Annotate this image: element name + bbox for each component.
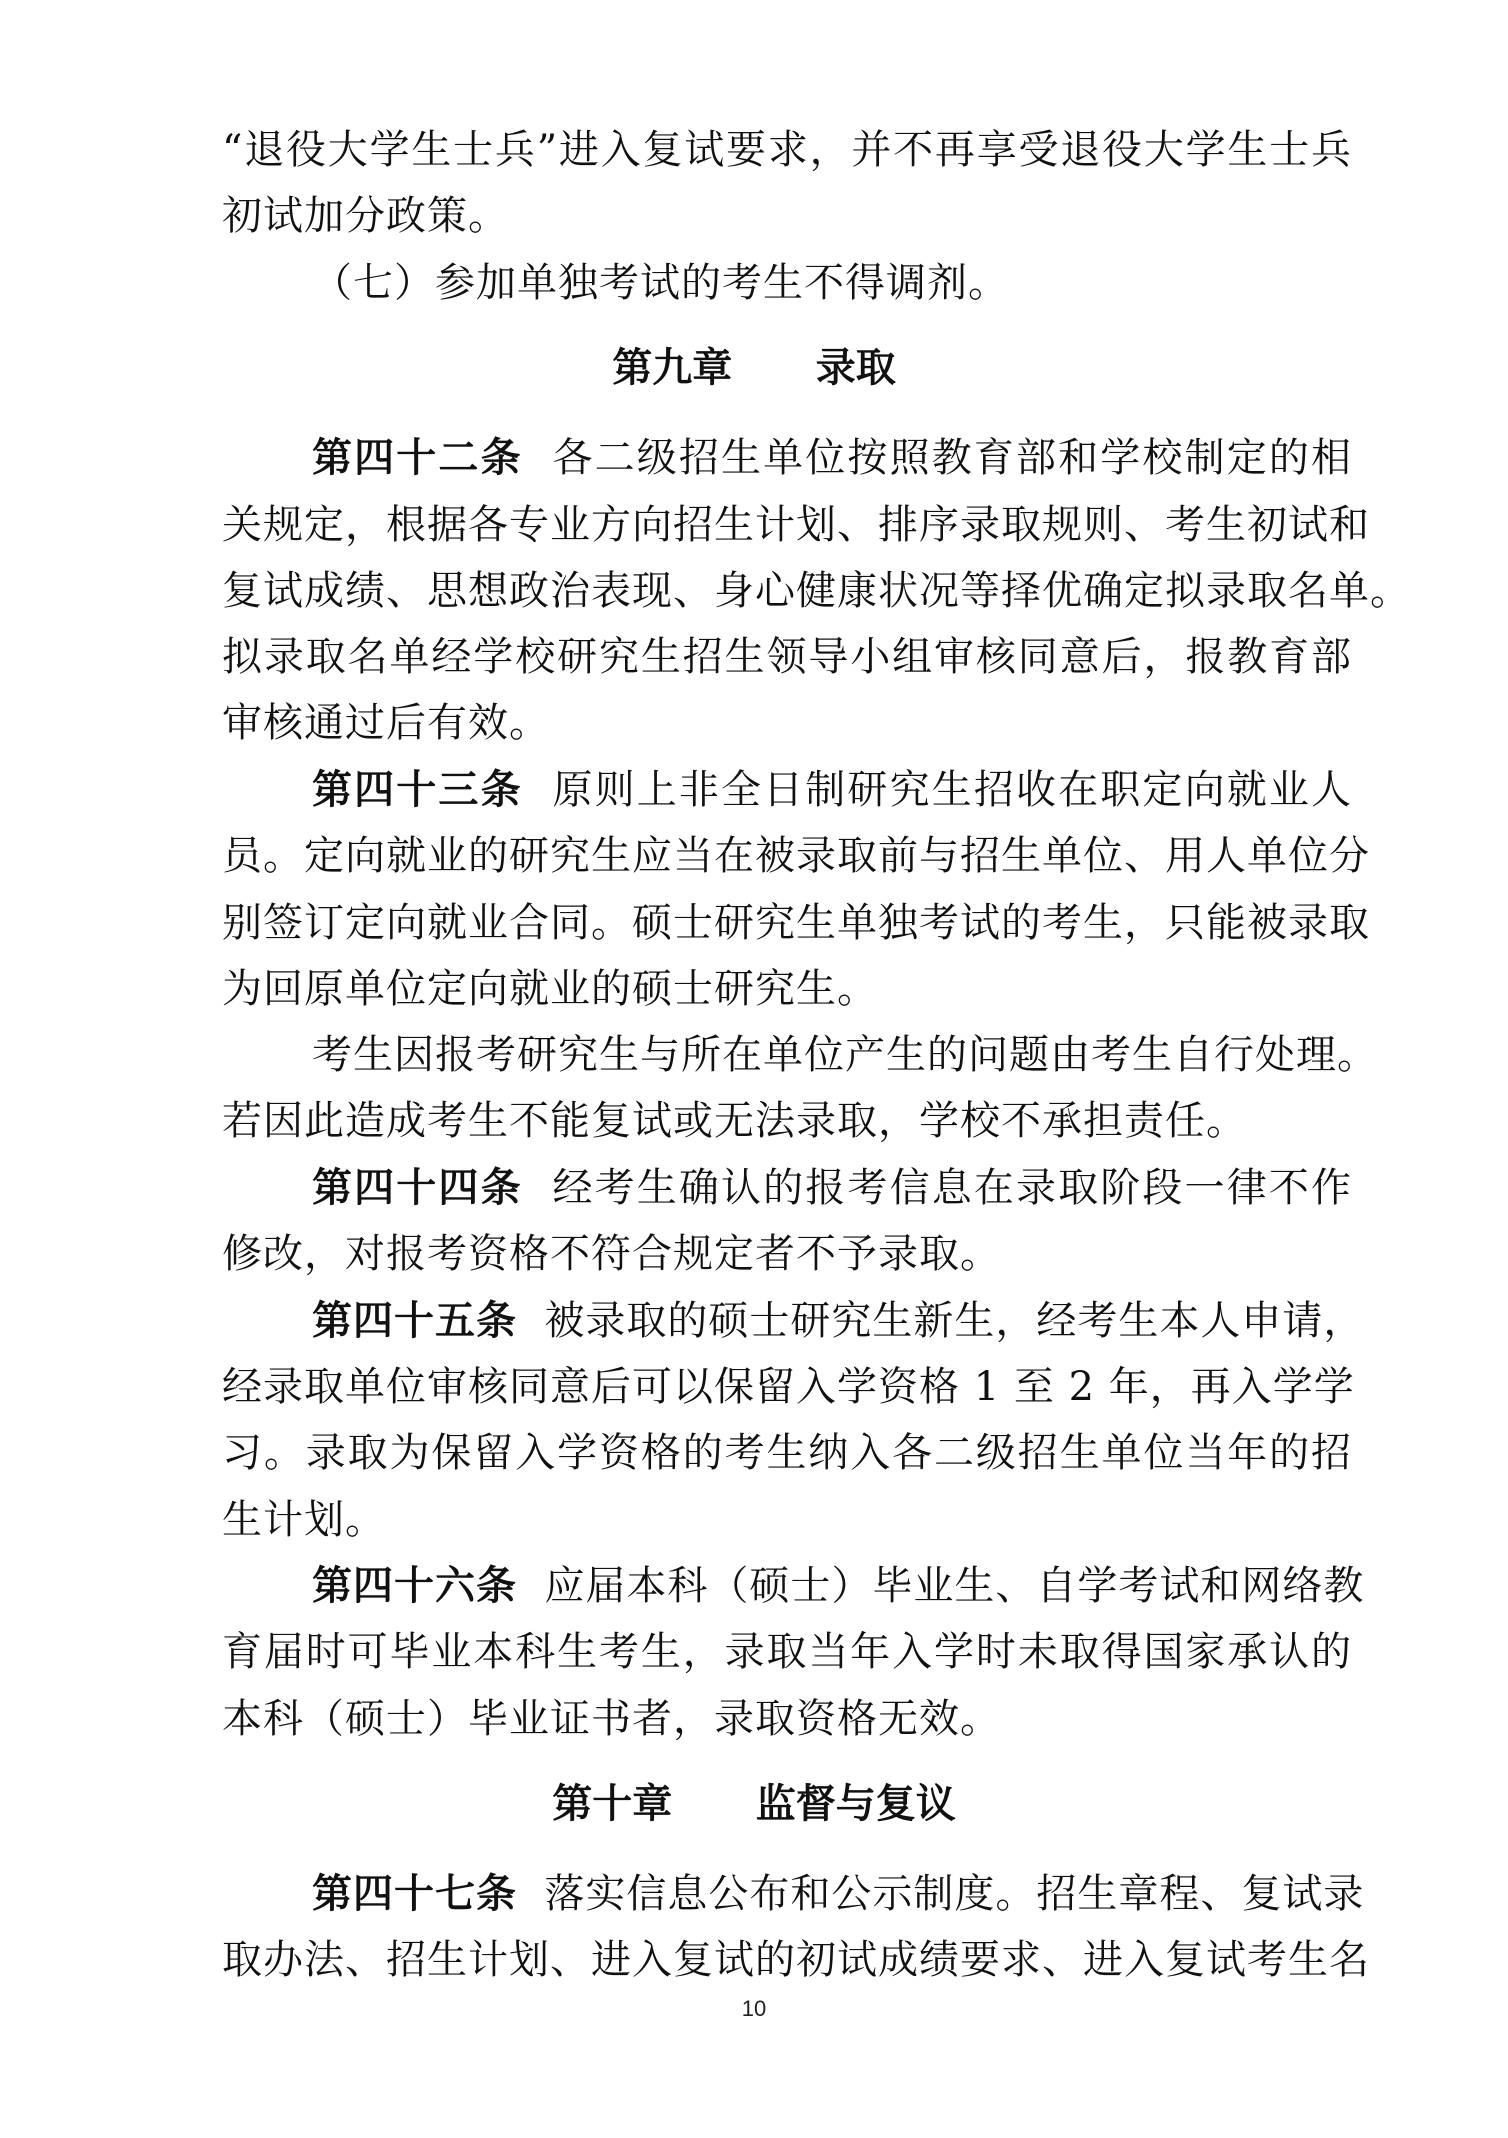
article-43-first-line: [312, 764, 1352, 816]
body-line: 审核通过后有效。: [222, 700, 550, 746]
chapter-heading-9: [0, 342, 1508, 394]
body-text: 被录取的硕士研究生新生，经考生本人申请，: [544, 1298, 1365, 1344]
body-line: 初试加分政策。: [222, 193, 509, 239]
body-line: 复试成绩、思想政治表现、身心健康状况等择优确定拟录取名单。: [222, 568, 1411, 614]
chapter-title: 录取: [815, 345, 896, 391]
article-label: 第四十五条: [312, 1298, 517, 1344]
article-46-first-line: [312, 1560, 1365, 1612]
body-line: 生计划。: [222, 1497, 386, 1543]
body-text: 落实信息公布和公示制度。招生章程、复试录: [544, 1871, 1365, 1917]
article-label: 第四十四条: [312, 1165, 523, 1211]
body-line: 为回原单位定向就业的硕士研究生。: [222, 966, 878, 1012]
article-label: 第四十六条: [312, 1563, 517, 1609]
article-label: 第四十二条: [312, 435, 523, 481]
body-line: 别签订定向就业合同。硕士研究生单独考试的考生，只能被录取: [222, 900, 1370, 946]
chapter-heading-10: [0, 1778, 1508, 1830]
article-label: 第四十三条: [312, 767, 523, 813]
article-44-first-line: [312, 1162, 1352, 1214]
page-number: 10: [741, 1996, 767, 2021]
body-line: （七）参加单独考试的考生不得调剂。: [312, 260, 1009, 306]
body-line: 关规定，根据各专业方向招生计划、排序录取规则、考生初试和: [222, 502, 1370, 548]
body-line: 本科（硕士）毕业证书者，录取资格无效。: [222, 1696, 1001, 1742]
body-line: 经录取单位审核同意后可以保留入学资格 1 至 2 年，再入学学: [222, 1364, 1355, 1410]
body-line: 考生因报考研究生与所在单位产生的问题由考生自行处理。: [312, 1032, 1378, 1078]
body-line: 育届时可毕业本科生考生，录取当年入学时未取得国家承认的: [222, 1629, 1352, 1675]
chapter-label: 第十章: [552, 1781, 673, 1827]
chapter-label: 第九章: [612, 345, 733, 391]
article-label: 第四十七条: [312, 1871, 517, 1917]
body-line: “退役大学生士兵”进入复试要求，并不再享受退役大学生士兵: [222, 127, 1352, 173]
body-text: 经考生确认的报考信息在录取阶段一律不作: [552, 1165, 1353, 1211]
article-45-first-line: [312, 1295, 1365, 1347]
chapter-title: 监督与复议: [755, 1781, 956, 1827]
body-line: 若因此造成考生不能复试或无法录取，学校不承担责任。: [222, 1098, 1247, 1144]
article-47-first-line: [312, 1868, 1365, 1920]
body-line: 修改，对报考资格不符合规定者不予录取。: [222, 1231, 1001, 1277]
article-42-first-line: [312, 432, 1352, 484]
body-text: 各二级招生单位按照教育部和学校制定的相: [552, 435, 1353, 481]
body-line: 员。定向就业的研究生应当在被录取前与招生单位、用人单位分: [222, 833, 1370, 879]
body-text: 应届本科（硕士）毕业生、自学考试和网络教: [544, 1563, 1365, 1609]
body-line: 习。录取为保留入学资格的考生纳入各二级招生单位当年的招: [222, 1430, 1352, 1476]
body-text: 原则上非全日制研究生招收在职定向就业人: [552, 767, 1353, 813]
body-line: 取办法、招生计划、进入复试的初试成绩要求、进入复试考生名: [222, 1937, 1370, 1983]
body-line: 拟录取名单经学校研究生招生领导小组审核同意后，报教育部: [222, 634, 1352, 680]
